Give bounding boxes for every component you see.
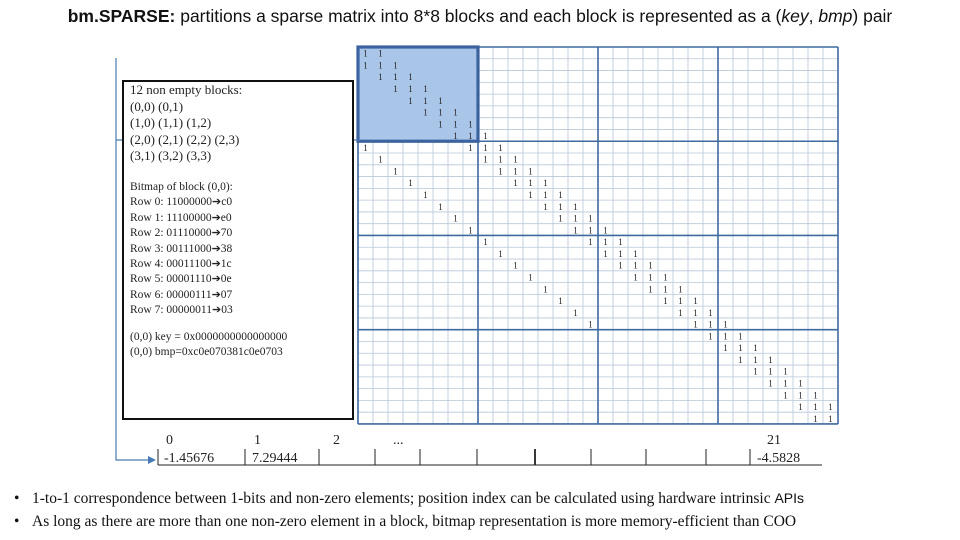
bitmap-header: Bitmap of block (0,0): [130, 181, 233, 193]
title-bmp-word: bmp [818, 6, 853, 26]
matrix-cell-value: 1 [693, 307, 698, 318]
matrix-cell-value: 1 [363, 60, 368, 71]
right-arrow-icon: ➔ [211, 273, 221, 286]
matrix-cell-value: 1 [588, 319, 593, 330]
title-text-2: ) pair [852, 6, 893, 26]
matrix-cell-value: 1 [798, 390, 803, 401]
matrix-cell-value: 1 [693, 319, 698, 330]
matrix-cell-value: 1 [678, 296, 683, 307]
key-line: (0,0) key = 0x0000000000000000 [130, 331, 288, 343]
bitmap-row-label: Row 2: 01110000 [130, 227, 212, 240]
bitmap-row [130, 211, 233, 226]
matrix-cell-value: 1 [393, 60, 398, 71]
matrix-cell-value: 1 [453, 107, 458, 118]
matrix-cell-value: 1 [783, 378, 788, 389]
array-index: 21 [767, 433, 781, 448]
bitmap-row-label: Row 3: 00111000 [130, 242, 212, 255]
title-comma: , [808, 6, 819, 26]
matrix-cell-value: 1 [768, 378, 773, 389]
matrix-cell-value: 1 [633, 260, 638, 271]
block-line: (1,0) (1,1) (1,2) [130, 115, 212, 130]
matrix-cell-value: 1 [678, 307, 683, 318]
matrix-cell-value: 1 [393, 166, 398, 177]
arrow-head-icon [148, 456, 156, 464]
matrix-cell-value: 1 [513, 154, 518, 165]
matrix-cell-value: 1 [378, 60, 383, 71]
matrix-cell-value: 1 [648, 284, 653, 295]
matrix-cell-value: 1 [408, 72, 413, 83]
legend-box [122, 80, 354, 420]
matrix-cell-value: 1 [438, 119, 443, 130]
matrix-cell-value: 1 [723, 331, 728, 342]
matrix-cell-value: 1 [753, 366, 758, 377]
bullet-item [14, 487, 954, 510]
array-index: 0 [166, 433, 173, 448]
matrix-cell-value: 1 [528, 190, 533, 201]
matrix-cell-value: 1 [558, 201, 563, 212]
matrix-cell-value: 1 [453, 119, 458, 130]
title-text-1: partitions a sparse matrix into 8*8 blocks and each block is represented as a ( [180, 6, 782, 26]
matrix-cell-value: 1 [453, 213, 458, 224]
bitmap-row [130, 226, 233, 241]
block-line: (0,0) (0,1) [130, 98, 184, 114]
bitmap-row-hex: 38 [220, 242, 233, 255]
matrix-cell-value: 1 [543, 178, 548, 189]
matrix-cell-value: 1 [693, 296, 698, 307]
matrix-cell-value: 1 [498, 142, 503, 153]
bitmap-row-label: Row 5: 00001110 [130, 273, 212, 286]
matrix-cell-value: 1 [528, 272, 533, 283]
bitmap-row [130, 257, 233, 272]
bitmap-list [130, 180, 233, 319]
matrix-cell-value: 1 [648, 260, 653, 271]
matrix-cell-value: 1 [543, 190, 548, 201]
matrix-cell-value: 1 [423, 190, 428, 201]
matrix-cell-value: 1 [438, 201, 443, 212]
bitmap-row-hex: 07 [220, 288, 233, 301]
bitmap-row [130, 303, 233, 318]
matrix-cell-value: 1 [573, 225, 578, 236]
bitmap-row-hex: c0 [221, 196, 233, 209]
matrix-cell-value: 1 [738, 354, 743, 365]
bitmap-row-hex: 03 [221, 304, 233, 317]
bmp-line: (0,0) bmp=0xc0e070381c0e0703 [130, 346, 283, 358]
matrix-cell-value: 1 [738, 343, 743, 354]
bullet-list [14, 487, 954, 533]
bitmap-row-label: Row 0: 11000000 [130, 196, 212, 209]
matrix-cell-value: 1 [753, 354, 758, 365]
matrix-cell-value: 1 [738, 331, 743, 342]
matrix-cell-value: 1 [468, 225, 473, 236]
matrix-cell-value: 1 [828, 402, 833, 413]
bitmap-row [130, 195, 233, 210]
matrix-cell-value: 1 [378, 48, 383, 59]
bitmap-row-hex: e0 [220, 211, 232, 224]
bitmap-row-label: Row 4: 00011100 [130, 258, 212, 271]
matrix-cell-value: 1 [618, 237, 623, 248]
bullet-text: 1-to-1 correspondence between 1-bits and non-zero elements; position index can be calculated using hardware intrinsic [32, 490, 771, 507]
matrix-cell-value: 1 [828, 413, 833, 424]
matrix-cell-value: 1 [423, 107, 428, 118]
matrix-cell-value: 1 [648, 272, 653, 283]
bitmap-row-hex: 0e [220, 273, 232, 286]
matrix-cell-value: 1 [543, 284, 548, 295]
bitmap-row-hex: 1c [220, 258, 232, 271]
matrix-cell-value: 1 [393, 83, 398, 94]
matrix-cell-value: 1 [453, 131, 458, 142]
array-value: -1.45676 [164, 451, 215, 466]
matrix-cell-value: 1 [408, 83, 413, 94]
matrix-cell-value: 1 [618, 248, 623, 259]
matrix-cell-value: 1 [468, 119, 473, 130]
matrix-cell-value: 1 [603, 248, 608, 259]
matrix-cell-value: 1 [423, 83, 428, 94]
matrix-cell-value: 1 [483, 131, 488, 142]
matrix-cell-value: 1 [438, 95, 443, 106]
matrix-cell-value: 1 [708, 319, 713, 330]
matrix-cell-value: 1 [408, 95, 413, 106]
matrix-cell-value: 1 [723, 319, 728, 330]
matrix-cell-value: 1 [573, 307, 578, 318]
array-value: 7.29444 [252, 451, 298, 466]
bitmap-row-hex: 70 [220, 227, 233, 240]
matrix-cell-value: 1 [603, 237, 608, 248]
matrix-cell-value: 1 [558, 190, 563, 201]
matrix-cell-value: 1 [723, 343, 728, 354]
matrix-cell-value: 1 [513, 260, 518, 271]
matrix-cell-value: 1 [408, 178, 413, 189]
matrix-cell-value: 1 [663, 296, 668, 307]
matrix-cell-value: 1 [813, 390, 818, 401]
value-array [158, 433, 822, 466]
matrix-cell-value: 1 [468, 131, 473, 142]
right-arrow-icon: ➔ [211, 227, 221, 240]
right-arrow-icon: ➔ [212, 196, 222, 209]
matrix-cell-value: 1 [633, 248, 638, 259]
block-line: (2,0) (2,1) (2,2) (2,3) [130, 131, 240, 147]
matrix-cell-value: 1 [768, 354, 773, 365]
matrix-cell-value: 1 [543, 201, 548, 212]
right-arrow-icon: ➔ [211, 242, 221, 255]
bitmap-row [130, 288, 233, 303]
matrix-cell-value: 1 [663, 284, 668, 295]
matrix-cell-value: 1 [663, 272, 668, 283]
matrix-cell-value: 1 [468, 142, 473, 153]
matrix-cell-value: 1 [798, 378, 803, 389]
array-index: 2 [333, 433, 340, 448]
array-value: -4.5828 [757, 451, 801, 466]
matrix-cell-value: 1 [393, 72, 398, 83]
blocks-header: 12 non empty blocks: [130, 82, 243, 97]
matrix-cell-value: 1 [708, 331, 713, 342]
right-arrow-icon: ➔ [211, 211, 221, 224]
matrix-cell-value: 1 [498, 248, 503, 259]
right-arrow-icon: ➔ [211, 258, 221, 271]
matrix-cell-value: 1 [588, 237, 593, 248]
matrix-cell-value: 1 [813, 413, 818, 424]
matrix-cell-value: 1 [558, 296, 563, 307]
matrix-cell-value: 1 [378, 72, 383, 83]
matrix-cell-value: 1 [498, 154, 503, 165]
matrix-cell-value: 1 [768, 366, 773, 377]
block-line: (3,1) (3,2) (3,3) [130, 148, 212, 163]
matrix-cell-value: 1 [633, 272, 638, 283]
matrix-cell-value: 1 [378, 154, 383, 165]
bullet-item [14, 510, 954, 533]
matrix-cell-value: 1 [783, 390, 788, 401]
matrix-cell-value: 1 [588, 225, 593, 236]
bitmap-row [130, 242, 233, 257]
nonempty-blocks-list [130, 82, 242, 165]
matrix-cell-value: 1 [573, 201, 578, 212]
bitmap-row [130, 272, 233, 287]
matrix-cell-value: 1 [423, 95, 428, 106]
matrix-cell-value: 1 [573, 213, 578, 224]
bullet-marker: • [14, 513, 20, 530]
bullet-text-tail: APIs [774, 490, 805, 506]
title-prefix: bm.SPARSE: [67, 6, 176, 26]
matrix-cell-value: 1 [513, 178, 518, 189]
right-arrow-icon: ➔ [212, 304, 222, 317]
title-key-word: key [781, 6, 809, 26]
matrix-cell-value: 1 [558, 213, 563, 224]
matrix-cell-value: 1 [798, 402, 803, 413]
highlight-block-fill [358, 47, 478, 141]
bullet-marker: • [14, 490, 20, 507]
matrix-cell-value: 1 [513, 166, 518, 177]
matrix-cell-value: 1 [708, 307, 713, 318]
matrix-cell-value: 1 [813, 402, 818, 413]
bitmap-row-label: Row 6: 00000111 [130, 288, 212, 301]
bullet-text: As long as there are more than one non-zero element in a block, bitmap representation is more memory-efficient than COO [32, 513, 797, 530]
array-index: ... [393, 433, 404, 448]
matrix-cell-value: 1 [483, 154, 488, 165]
matrix-cell-value: 1 [438, 107, 443, 118]
matrix-cell-value: 1 [753, 343, 758, 354]
matrix-cell-value: 1 [678, 284, 683, 295]
matrix-cell-value: 1 [498, 166, 503, 177]
matrix-cell-value: 1 [363, 142, 368, 153]
matrix-cell-value: 1 [783, 366, 788, 377]
matrix-cell-value: 1 [483, 237, 488, 248]
matrix-cell-value: 1 [363, 48, 368, 59]
highlighted-block [358, 47, 478, 141]
matrix-cell-value: 1 [528, 178, 533, 189]
matrix-cell-value: 1 [588, 213, 593, 224]
key-bmp-lines [130, 330, 287, 360]
bitmap-row-label: Row 1: 11100000 [130, 211, 212, 224]
bitmap-row-label: Row 7: 00000011 [130, 304, 212, 317]
right-arrow-icon: ➔ [211, 288, 221, 301]
array-index: 1 [254, 433, 261, 448]
matrix-cell-value: 1 [603, 225, 608, 236]
matrix-cell-value: 1 [483, 142, 488, 153]
matrix-cell-value: 1 [618, 260, 623, 271]
matrix-cell-value: 1 [528, 166, 533, 177]
